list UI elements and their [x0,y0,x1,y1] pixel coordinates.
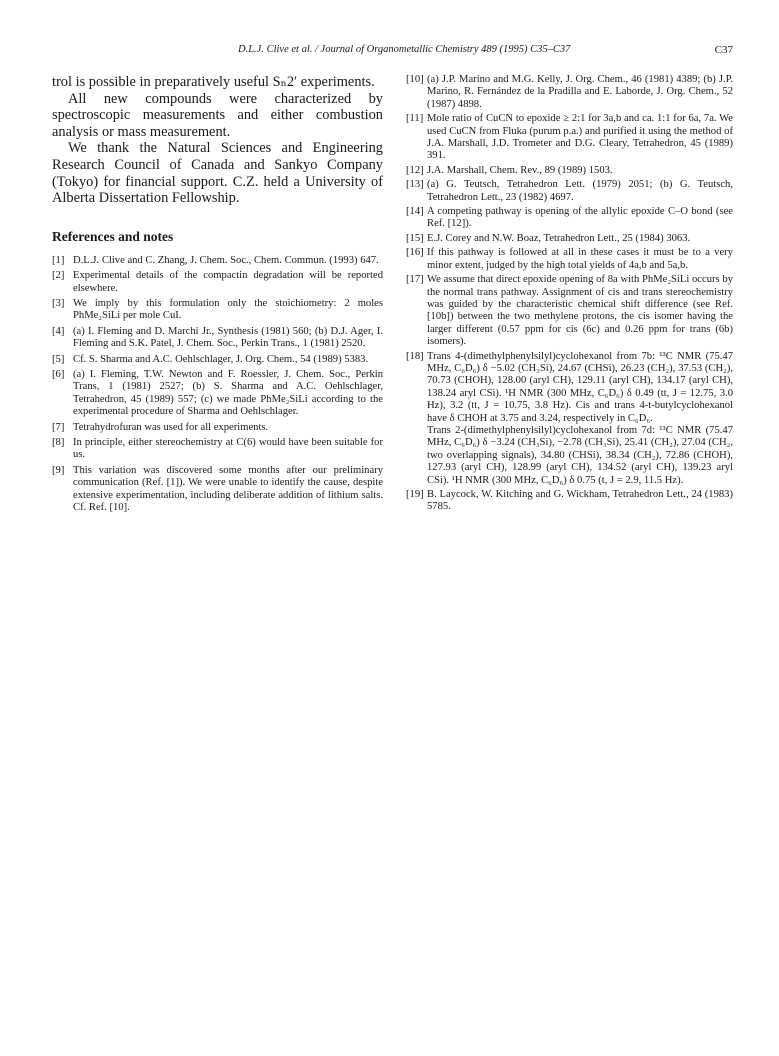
reference-text: (a) J.P. Marino and M.G. Kelly, J. Org. Chem., 46 (1981) 4389; (b) J.P. Marino, R. Fernández de la Pradilla and E. Laborde, J. Org. Chem., 52 (1987) 4898. [427,74,733,110]
reference-text: Experimental details of the compactin degradation will be reported elsewhere. [73,270,383,294]
reference-text: We imply by this formulation only the stoichiometry: 2 moles PhMe₂SiLi per mole CuI. [73,297,383,322]
running-head [0,44,779,60]
reference-text: (a) I. Fleming and D. Marchi Jr., Synthesis (1981) 560; (b) D.J. Ager, I. Fleming and S.K. Patel, J. Chem. Soc., Perkin Trans., 1 (1981) 2520. [73,325,383,350]
reference-number: [8] [52,437,65,449]
references-heading: References and notes [52,228,174,244]
reference-text: This variation was discovered some months after our preliminary communication (Ref. [1]). We were unable to identify the cause, despite extensive experimentation, including deliberate addition of lithium salts. Cf. Ref. [10]. [73,464,383,514]
reference-item [52,255,383,267]
body-paragraph-2: All new compounds were characterized by spectroscopic measurements and either combustion analysis or mass measurement. [52,90,383,140]
acknowledgement-paragraph: We thank the Natural Sciences and Engineering Research Council of Canada and Sankyo Company (Tokyo) for financial support. C.Z. held a University of Alberta Dissertation Fellowship. [52,140,383,207]
reference-item [406,179,733,204]
reference-text: B. Laycock, W. Kitching and G. Wickham, Tetrahedron Lett., 24 (1983) 5785. [427,489,733,513]
reference-number: [2] [52,270,65,282]
reference-number: [13] [406,179,424,191]
reference-item [406,274,733,348]
reference-text: (a) I. Fleming, T.W. Newton and F. Roessler, J. Chem. Soc., Perkin Trans, 1 (1981) 2527; (b) S. Sharma and A.C. Oehlschlager, Tetrahedron, 45 (1989) 557; (c) we made PhMe₂SiLi according to the experimental procedure of Sharma and Oehlschlager. [73,369,383,418]
reference-number: [4] [52,325,65,337]
reference-item [52,354,383,366]
reference-number: [1] [52,254,65,266]
reference-number: [9] [52,464,65,476]
reference-item [52,437,383,462]
reference-number: [11] [406,113,424,125]
reference-number: [5] [52,353,65,365]
reference-text: D.L.J. Clive and C. Zhang, J. Chem. Soc., Chem. Commun. (1993) 647. [73,254,379,266]
references-list-right [406,74,733,514]
reference-number: [12] [406,164,424,176]
reference-text: J.A. Marshall, Chem. Rev., 89 (1989) 1503. [427,164,613,176]
reference-item [52,270,383,295]
reference-text: (a) G. Teutsch, Tetrahedron Lett. (1979) 2051; (b) G. Teutsch, Tetrahedron Lett., 23 (1982) 4697. [427,179,733,203]
reference-item [406,351,733,487]
reference-text: Tetrahydrofuran was used for all experiments. [73,421,269,433]
references-list-left [52,255,383,515]
reference-text-continued: Trans 2-(dimethylphenylsilyl)cyclohexanol from 7d: ¹³C NMR (75.47 MHz, C₆D₆) δ −3.24 (CH₃Si), −2.78 (CH₃Si), 25.41 (CH₂), 27.04 (CH₂, two overlapping signals), 34.80 (CHSi), 38.34 (CH₂), 72.86 (CHOH), 127.93 (aryl CH), 128.99 (aryl CH), 134.52 (aryl CH), 139.23 aryl CSi). ¹H NMR (300 MHz, C₆D₆) δ 0.75 (t, J = 2.9, 11.5 Hz). [427,424,733,486]
reference-text: We assume that direct epoxide opening of 8a with PhMe₂SiLi occurs by the normal trans pathway. Assignment of cis and trans stereochemistry was guided by the characteristic chemical shift difference (see Ref. [10b]) between the two methylene protons, the cis isomer having the larger different (0.57 ppm for cis (6c) and 0.26 ppm for trans (6b) isomers). [427,274,733,348]
reference-text: E.J. Corey and N.W. Boaz, Tetrahedron Lett., 25 (1984) 3063. [427,232,691,244]
reference-number: [14] [406,206,424,218]
reference-number: [19] [406,489,424,500]
reference-number: [7] [52,421,65,433]
reference-number: [15] [406,232,424,244]
reference-number: [18] [406,350,424,362]
reference-text: In principle, either stereochemistry at C(6) would have been suitable for us. [73,437,383,461]
reference-number: [16] [406,247,424,259]
reference-item [406,489,733,514]
reference-item [406,206,733,231]
right-column [406,74,733,516]
reference-item [52,326,383,351]
reference-item [406,113,733,163]
reference-item [52,369,383,419]
reference-item [52,298,383,323]
reference-item [406,165,733,177]
reference-item [406,74,733,111]
reference-item [406,247,733,272]
reference-number: [6] [52,369,65,380]
running-title: D.L.J. Clive et al. / Journal of Organometallic Chemistry 489 (1995) C35–C37 [238,44,571,55]
reference-item [52,422,383,434]
page-number: C37 [714,44,733,56]
reference-text: Mole ratio of CuCN to epoxide ≥ 2:1 for 3a,b and ca. 1:1 for 6a, 7a. We used CuCN from Fluka (purum p.a.) and purified it using the method of J.A. Marshall, J.D. Trometer and D.G. Cleary, Tetrahedron, 45 (1989) 391. [427,113,733,162]
reference-text: Cf. S. Sharma and A.C. Oehlschlager, J. Org. Chem., 54 (1989) 5383. [73,353,369,365]
reference-number: [10] [406,74,424,85]
reference-number: [17] [406,274,424,286]
body-paragraph-1: trol is possible in preparatively useful Sₙ2′ experiments. [52,74,375,90]
reference-text: A competing pathway is opening of the allylic epoxide C–O bond (see Ref. [12]). [427,206,733,230]
reference-item [406,233,733,245]
reference-item [52,465,383,515]
reference-number: [3] [52,297,65,309]
left-column [52,74,383,517]
reference-text: Trans 4-(dimethylphenylsilyl)cyclohexanol from 7b: ¹³C NMR (75.47 MHz, C₆D₆) δ −5.02 (CH₃Si), 24.67 (CHSi), 26.23 (CH₂), 37.53 (CH₂), 70.73 (CHOH), 128.00 (aryl CH), 129.11 (aryl CH), 134.17 (aryl CH), 138.24 aryl CSi). ¹H NMR (300 MHz, C₆D₆) δ 0.49 (tt, J = 12.75, 3.0 Hz), 3.2 (tt, J = 10.75, 3.8 Hz). Cis and trans 4-t-butylcyclohexanol have δ CHOH at 3.75 and 3.24, respectively in C₆D₆. [427,350,733,424]
reference-text: If this pathway is followed at all in these cases it must be to a very minor extent, judged by the high total yields of 4a,b and 5a,b. [427,247,733,271]
